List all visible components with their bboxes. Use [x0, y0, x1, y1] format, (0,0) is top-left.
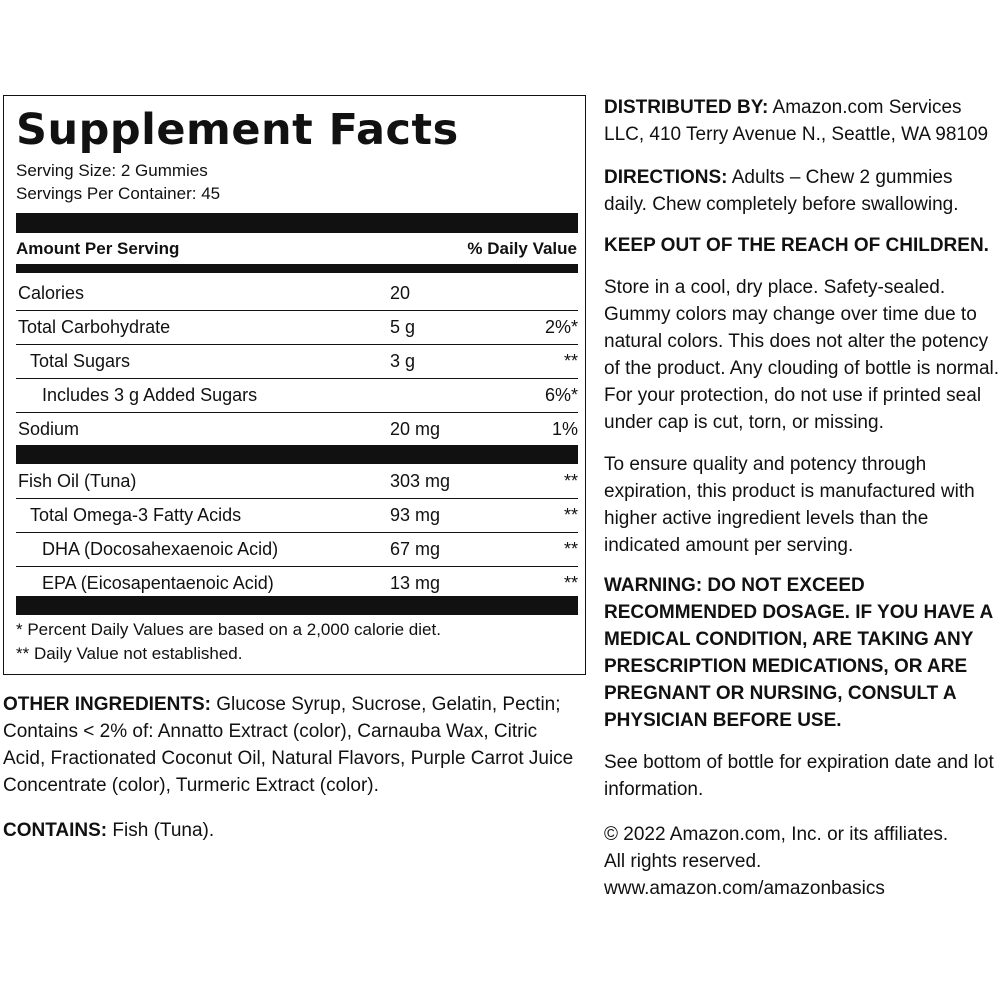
nutrient-amount: 93 mg — [390, 505, 441, 525]
daily-value-header: % Daily Value — [467, 239, 577, 258]
nutrient-amount: 20 mg — [390, 419, 441, 439]
rights-reserved-line: All rights reserved. — [604, 851, 762, 872]
nutrient-name: Fish Oil (Tuna) — [18, 471, 137, 491]
distributed-by-paragraph — [604, 94, 1000, 148]
thick-divider — [16, 596, 578, 615]
nutrient-amount: 303 mg — [390, 471, 451, 491]
nutrient-dv: ** — [563, 351, 578, 371]
medium-divider — [16, 264, 578, 273]
supplement-facts-title: Supplement Facts — [16, 105, 459, 155]
other-ingredients-label: OTHER INGREDIENTS: — [3, 694, 211, 715]
nutrient-row-dha — [16, 533, 578, 565]
serving-size: Serving Size: 2 Gummies — [16, 161, 208, 180]
distributed-by-label: DISTRIBUTED BY: — [604, 97, 769, 118]
quality-paragraph: To ensure quality and potency through expiration, this product is manufactured with higher active ingredient levels than the indicated amount per serving. — [604, 454, 975, 556]
expiration-paragraph: See bottom of bottle for expiration date and lot information. — [604, 752, 994, 800]
footnote-daily-values: * Percent Daily Values are based on a 2,000 calorie diet. — [16, 620, 441, 639]
directions-text: Adults – Chew 2 gummies daily. Chew completely before swallowing. — [604, 167, 959, 215]
thick-divider — [16, 213, 578, 233]
nutrient-name: Total Carbohydrate — [18, 317, 171, 337]
nutrient-name: Total Omega-3 Fatty Acids — [30, 505, 242, 525]
contains-label: CONTAINS: — [3, 820, 108, 841]
nutrient-dv: ** — [563, 539, 578, 559]
warning-paragraph: WARNING: DO NOT EXCEED RECOMMENDED DOSAGE. IF YOU HAVE A MEDICAL CONDITION, ARE TAKING ANY PRESCRIPTION MEDICATIONS, OR ARE PREGNANT OR NURSING, CONSULT A PHYSICIAN BEFORE USE. — [604, 575, 993, 731]
nutrient-dv: 6%* — [544, 385, 578, 405]
thick-divider — [16, 445, 578, 464]
nutrient-name: EPA (Eicosapentaenoic Acid) — [42, 573, 274, 593]
nutrient-row-total-sugars — [16, 345, 578, 377]
supplement-facts-panel — [3, 95, 586, 675]
servings-per-container: Servings Per Container: 45 — [16, 184, 221, 203]
nutrient-dv: ** — [563, 471, 578, 491]
nutrient-row-sodium — [16, 413, 578, 445]
nutrient-amount: 3 g — [390, 351, 416, 371]
nutrient-row-added-sugars — [16, 379, 578, 411]
other-ingredients-text: Glucose Syrup, Sucrose, Gelatin, Pectin; Contains < 2% of: Annatto Extract (color), Carnauba Wax, Citric Acid, Fractionated Coconut Oil, Natural Flavors, Purple Carrot Juice Concentrate (color), Turmeric Extract (color). — [3, 694, 574, 796]
nutrient-name: Includes 3 g Added Sugars — [42, 385, 258, 405]
nutrient-amount: 67 mg — [390, 539, 441, 559]
nutrient-dv: 2%* — [544, 317, 578, 337]
nutrient-row-calories — [16, 277, 578, 309]
amount-per-serving-header: Amount Per Serving — [16, 239, 180, 258]
nutrient-amount: 20 — [390, 283, 411, 303]
nutrient-name: DHA (Docosahexaenoic Acid) — [42, 539, 279, 559]
storage-paragraph: Store in a cool, dry place. Safety-sealed. Gummy colors may change over time due to natural colors. This does not alter the potency of the product. Any clouding of bottle is normal. For your protection, do not use if printed seal under cap is cut, torn, or missing. — [604, 277, 1000, 433]
nutrient-name: Sodium — [18, 419, 80, 439]
keep-out-warning: KEEP OUT OF THE REACH OF CHILDREN. — [604, 235, 989, 256]
copyright-line: © 2022 Amazon.com, Inc. or its affiliates. — [604, 824, 949, 845]
nutrient-dv: ** — [563, 573, 578, 593]
website-link[interactable]: www.amazon.com/amazonbasics — [604, 878, 885, 899]
contains-text: Fish (Tuna). — [112, 820, 215, 841]
nutrient-dv: 1% — [551, 419, 578, 439]
contains-paragraph — [3, 817, 578, 844]
nutrient-row-total-carbohydrate — [16, 311, 578, 343]
other-ingredients-paragraph — [3, 691, 578, 799]
nutrient-amount: 13 mg — [390, 573, 441, 593]
nutrient-row-epa — [16, 567, 578, 599]
nutrient-name: Calories — [18, 283, 85, 303]
nutrient-amount: 5 g — [390, 317, 416, 337]
directions-paragraph — [604, 164, 1000, 218]
nutrient-row-omega-3 — [16, 499, 578, 531]
distributed-by-text: Amazon.com Services LLC, 410 Terry Avenue N., Seattle, WA 98109 — [604, 97, 989, 145]
nutrient-name: Total Sugars — [30, 351, 131, 371]
nutrient-dv: ** — [563, 505, 578, 525]
footnote-not-established: ** Daily Value not established. — [16, 644, 243, 663]
directions-label: DIRECTIONS: — [604, 167, 728, 188]
nutrient-row-fish-oil — [16, 465, 578, 497]
